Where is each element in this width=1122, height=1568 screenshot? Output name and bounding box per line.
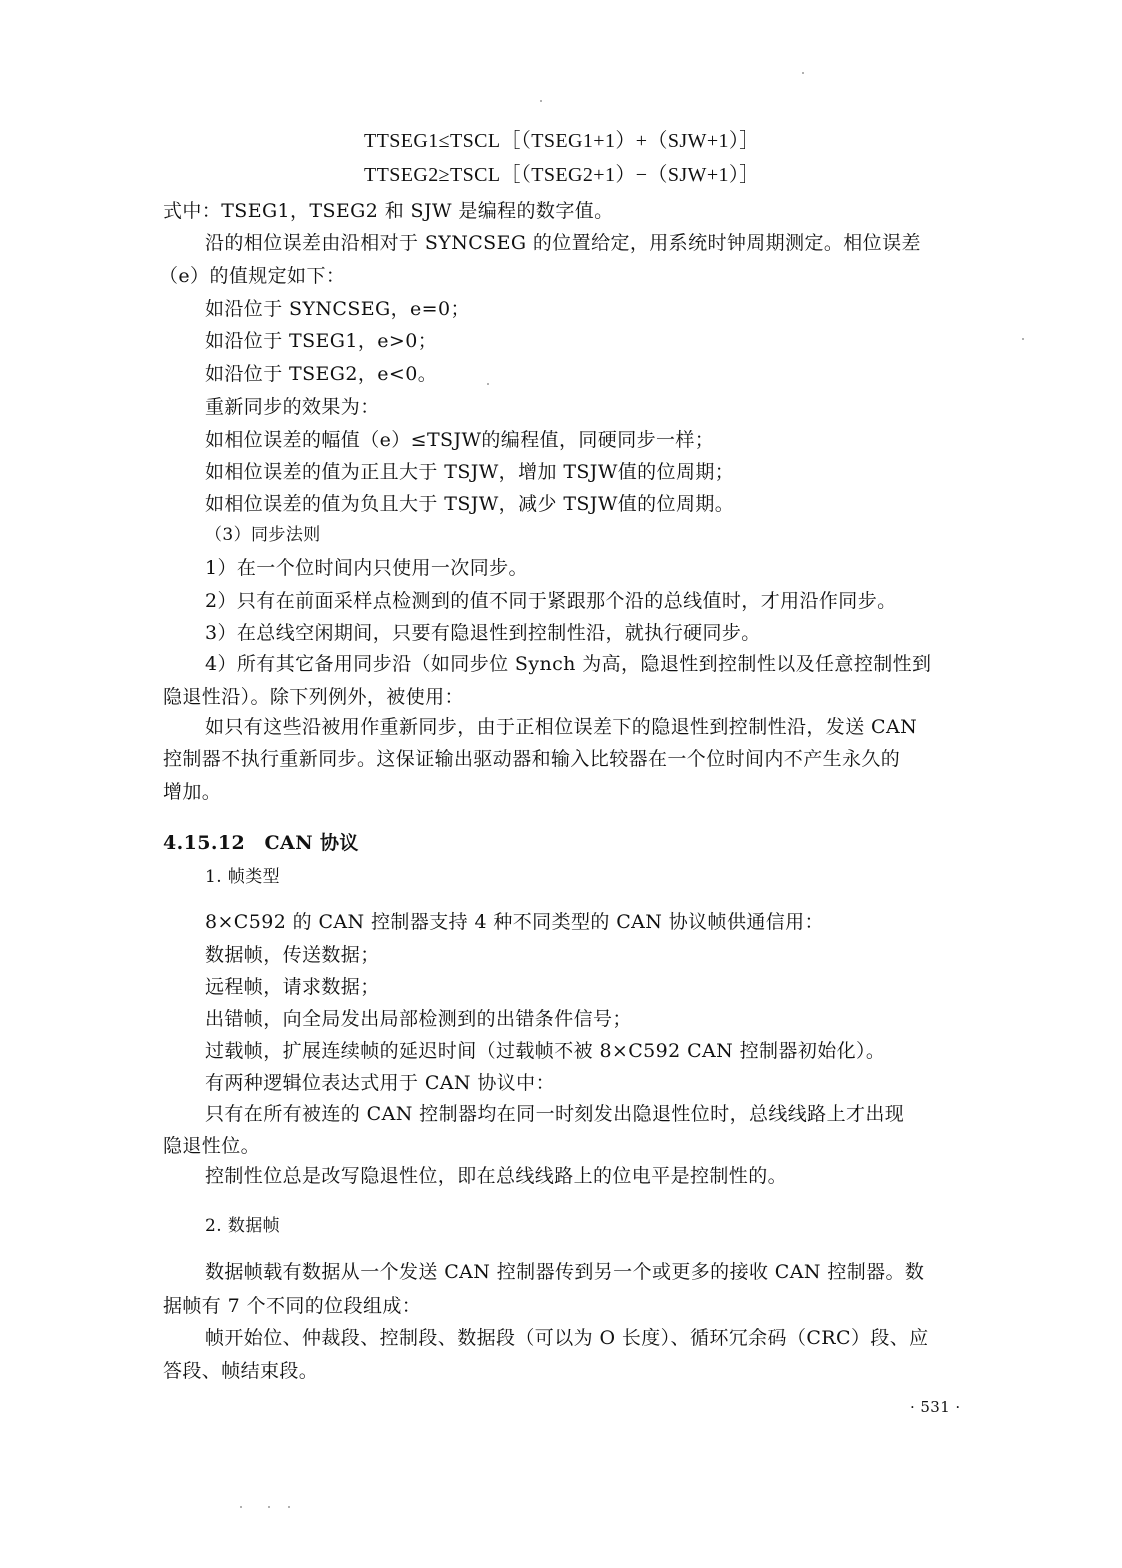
text-line: 据帧有 7 个不同的位段组成： <box>163 1295 422 1317</box>
text-line: 如相位误差的值为负且大于 TSJW，减少 TSJW值的位周期。 <box>205 493 735 515</box>
subsection-heading: 1. 帧类型 <box>205 867 281 887</box>
formula-tseg2: TTSEG2≥TSCL［（TSEG2+1）−（SJW+1）］ <box>364 164 760 186</box>
scan-speck <box>240 1506 242 1508</box>
text-line: 控制性位总是改写隐退性位，即在总线线路上的位电平是控制性的。 <box>205 1165 788 1187</box>
text-line: 帧开始位、仲裁段、控制段、数据段（可以为 O 长度）、循环冗余码（CRC）段、应 <box>205 1327 929 1349</box>
scan-speck <box>802 72 804 74</box>
text-line: 数据帧，传送数据； <box>205 944 380 966</box>
text-line: 数据帧载有数据从一个发送 CAN 控制器传到另一个或更多的接收 CAN 控制器。数 <box>205 1261 925 1283</box>
text-line: 如沿位于 SYNCSEG，e=0； <box>205 298 470 320</box>
text-line: 过载帧，扩展连续帧的延迟时间（过载帧不被 8×C592 CAN 控制器初始化）。 <box>205 1040 886 1062</box>
text-line: 增加。 <box>163 781 222 803</box>
text-line: 答段、帧结束段。 <box>163 1360 319 1382</box>
text-line: 1）在一个位时间内只使用一次同步。 <box>205 557 528 579</box>
text-line: 只有在所有被连的 CAN 控制器均在同一时刻发出隐退性位时，总线线路上才出现 <box>205 1103 905 1125</box>
text-line: 控制器不执行重新同步。这保证输出驱动器和输入比较器在一个位时间内不产生永久的 <box>163 748 901 770</box>
text-line: 远程帧，请求数据； <box>205 976 380 998</box>
section-heading: 4.15.12 CAN 协议 <box>163 832 359 854</box>
text-line: （e）的值规定如下： <box>159 265 346 287</box>
formula-tseg1: TTSEG1≤TSCL［（TSEG1+1）+（SJW+1）］ <box>364 130 760 152</box>
scan-speck <box>540 100 542 102</box>
scan-speck <box>487 383 489 385</box>
text-line: 有两种逻辑位表达式用于 CAN 协议中： <box>205 1072 555 1094</box>
scan-speck <box>268 1506 270 1508</box>
subsection-heading: （3）同步法则 <box>205 525 321 545</box>
scan-speck <box>288 1506 290 1508</box>
text-line: 隐退性位。 <box>163 1135 261 1157</box>
text-line: 如沿位于 TSEG1，e>0； <box>205 330 438 352</box>
text-line: 如相位误差的幅值（e）≤TSJW的编程值，同硬同步一样； <box>205 429 715 451</box>
text-line: 如只有这些沿被用作重新同步，由于正相位误差下的隐退性到控制性沿，发送 CAN <box>205 716 918 738</box>
text-line: 如沿位于 TSEG2，e<0。 <box>205 363 438 385</box>
text-line: 4）所有其它备用同步沿（如同步位 Synch 为高，隐退性到控制性以及任意控制性到 <box>205 653 932 675</box>
text-line: 8×C592 的 CAN 控制器支持 4 种不同类型的 CAN 协议帧供通信用： <box>205 911 824 933</box>
text-line: 隐退性沿）。除下列例外，被使用： <box>163 686 464 708</box>
subsection-heading: 2. 数据帧 <box>205 1216 281 1236</box>
text-line: 沿的相位误差由沿相对于 SYNCSEG 的位置给定，用系统时钟周期测定。相位误差 <box>205 232 921 254</box>
text-line: 重新同步的效果为： <box>205 396 380 418</box>
text-line: 式中：TSEG1，TSEG2 和 SJW 是编程的数字值。 <box>163 200 614 222</box>
text-line: 出错帧，向全局发出局部检测到的出错条件信号； <box>205 1008 632 1030</box>
text-line: 2）只有在前面采样点检测到的值不同于紧跟那个沿的总线值时，才用沿作同步。 <box>205 590 897 612</box>
scan-speck <box>1022 338 1024 340</box>
text-line: 如相位误差的值为正且大于 TSJW，增加 TSJW值的位周期； <box>205 461 735 483</box>
text-line: 3）在总线空闲期间，只要有隐退性到控制性沿，就执行硬同步。 <box>205 622 761 644</box>
page-number: · 531 · <box>910 1398 961 1416</box>
